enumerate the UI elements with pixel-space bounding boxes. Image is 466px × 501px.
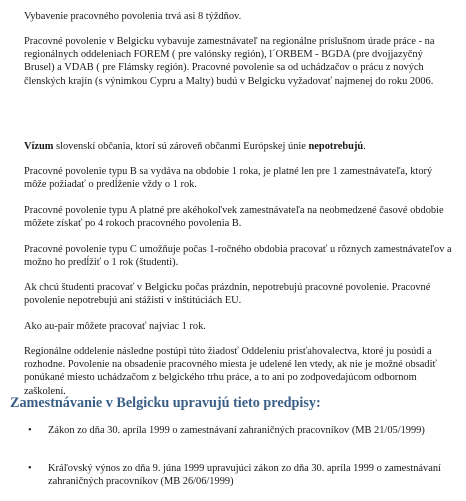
list-item bbox=[24, 424, 454, 437]
paragraph-students: Ak chcú študenti pracovať v Belgicku počas prázdnin, nepotrebujú pracovné povolenie. Pracovné povolenie nepotrebujú ani stážisti v inštitúciách EU. bbox=[24, 282, 431, 307]
paragraph-permit-b: Pracovné povolenie typu B sa vydáva na obdobie 1 roka, je platné len pre 1 zamestnávateľa, ktorý môže požiadať o predĺženie vždy o 1 rok. bbox=[24, 166, 433, 191]
paragraph-regional-office: Regionálne oddelenie následne postúpi túto žiadosť Oddeleniu prisťahovalectva, ktoré ju posúdi a rozhodne. Povolenie na obsadenie pracovného miesta je udelené len vtedy, ak nie je možné obsadiť ponúkané miesto uchádzačom z belgického trhu práce, a to ani po zodpovedajúcom odbornom zaškolení. bbox=[24, 346, 437, 397]
bullet-icon: • bbox=[28, 425, 32, 436]
paragraph-permit-a: Pracovné povolenie typu A platné pre akéhokoľvek zamestnávateľa na neobmedzené časové obdobie môžete získať po 4 rokoch pracovného povolenia B. bbox=[24, 205, 444, 230]
paragraph-issuing-offices: Pracovné povolenie v Belgicku vybavuje zamestnávateľ na regionálne príslušnom úrade práce - na regionálnych oddeleniach FOREM ( pre valónsky región), l´ORBEM - BGDA (pre dvojjazyčný Brusel) a VDAB ( pre Flámsky región). Pracovné povolenie sa od uchádzačov o prácu z nových členských krajín (s výnimkou Cypru a Malty) budú v Belgicku vyžadovať najmenej do roku 2006. bbox=[24, 36, 435, 87]
paragraph-duration: Vybavenie pracovného povolenia trvá asi 8 týždňov. bbox=[24, 11, 242, 22]
list-item bbox=[24, 462, 454, 488]
section-heading: Zamestnávanie v Belgicku upravujú tieto predpisy: bbox=[10, 395, 321, 411]
visa-term: Vízum bbox=[24, 141, 54, 152]
visa-end: . bbox=[363, 141, 366, 152]
regulations-list-second bbox=[24, 462, 454, 488]
paragraph-au-pair: Ako au-pair môžete pracovať najviac 1 rok. bbox=[24, 321, 206, 332]
visa-not-needed: nepotrebujú bbox=[308, 141, 364, 152]
bullet-icon: • bbox=[28, 463, 32, 474]
visa-text: slovenskí občania, ktorí sú zároveň občanmi Európskej únie bbox=[53, 141, 309, 152]
regulations-list bbox=[24, 424, 454, 437]
list-item-text: Kráľovský výnos zo dňa 9. júna 1999 upravujúci zákon zo dňa 30. apríla 1999 o zamestnávaní zahraničných pracovníkov (MB 26/06/1999) bbox=[48, 463, 441, 488]
paragraph-permit-c: Pracovné povolenie typu C umožňuje počas 1-ročného obdobia pracovať u rôznych zamestnávateľov a možno ho predĺžiť o 1 rok (študenti). bbox=[24, 244, 452, 269]
paragraph-visa bbox=[24, 140, 454, 153]
list-item-text: Zákon zo dňa 30. apríla 1999 o zamestnávaní zahraničných pracovníkov (MB 21/05/1999) bbox=[48, 425, 425, 436]
